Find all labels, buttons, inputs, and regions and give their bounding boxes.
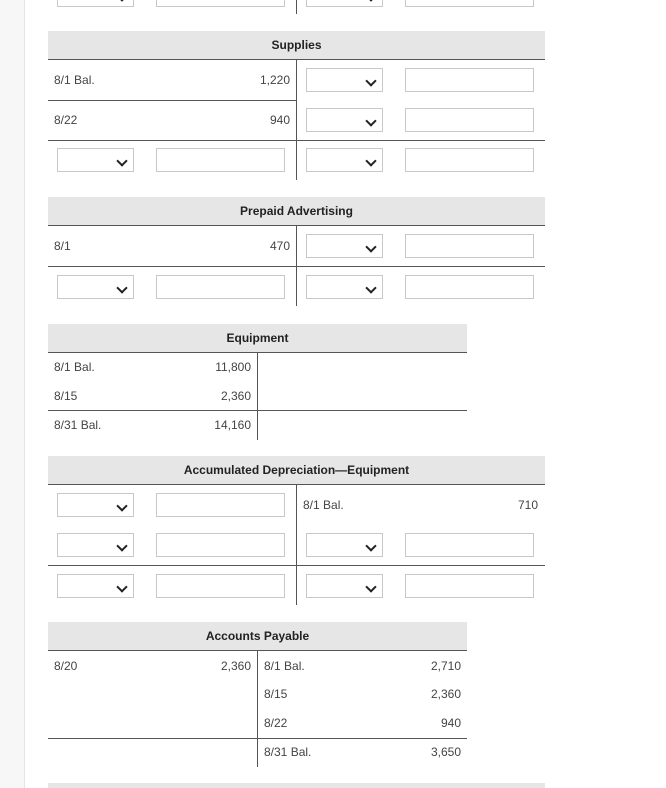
accdep-credit-label: 8/1 Bal.	[303, 498, 344, 512]
supplies-title: Supplies	[48, 31, 545, 60]
prev-credit-amount-input[interactable]	[405, 0, 534, 7]
ap-credit-label: 8/15	[264, 687, 288, 701]
chevron-down-icon	[365, 540, 376, 551]
ap-credit-label: 8/22	[264, 716, 288, 730]
t-account-divider	[296, 485, 297, 605]
prepaid-credit-balance-date-select[interactable]	[306, 275, 383, 299]
supplies-credit-date-select[interactable]	[306, 108, 383, 132]
prepaid-credit-amount-input[interactable]	[405, 234, 534, 258]
chevron-down-icon	[365, 115, 376, 126]
supplies-balance-date-select[interactable]	[57, 148, 134, 172]
ap-credit-value: 940	[440, 716, 461, 730]
chevron-down-icon	[365, 75, 376, 86]
equipment-row-label: 8/1 Bal.	[54, 360, 95, 374]
accdep-debit-date-select[interactable]	[57, 533, 134, 557]
accdep-balance-date-select[interactable]	[57, 574, 134, 598]
t-account-divider	[257, 651, 258, 767]
chevron-down-icon	[116, 282, 127, 293]
chevron-down-icon	[365, 155, 376, 166]
prepaid-credit-balance-amount-input[interactable]	[405, 275, 534, 299]
accdep-credit-value: 710	[517, 498, 538, 512]
prepaid-advertising-title: Prepaid Advertising	[48, 197, 545, 226]
accdep-debit-amount-input[interactable]	[156, 493, 285, 517]
accdep-debit-date-select[interactable]	[57, 493, 134, 517]
equipment-row-label: 8/31 Bal.	[54, 418, 102, 432]
prepaid-row-value: 470	[269, 239, 290, 253]
ap-credit-value: 2,360	[430, 687, 461, 701]
chevron-down-icon	[365, 241, 376, 252]
ap-credit-label: 8/1 Bal.	[264, 659, 305, 673]
ap-credit-label: 8/31 Bal.	[264, 745, 312, 759]
equipment-row-value: 14,160	[214, 418, 251, 432]
prepaid-balance-date-select[interactable]	[57, 275, 134, 299]
prepaid-balance-amount-input[interactable]	[156, 275, 285, 299]
t-account-divider	[257, 353, 258, 440]
accdep-credit-balance-date-select[interactable]	[306, 574, 383, 598]
accdep-credit-date-select[interactable]	[306, 533, 383, 557]
ap-credit-value: 2,710	[430, 659, 461, 673]
accdep-balance-amount-input[interactable]	[156, 574, 285, 598]
row-divider	[48, 100, 296, 101]
supplies-balance-amount-input[interactable]	[156, 148, 285, 172]
accounts-payable-title: Accounts Payable	[48, 622, 467, 651]
supplies-row-label: 8/1 Bal.	[54, 73, 95, 87]
chevron-down-icon	[365, 0, 376, 2]
chevron-down-icon	[116, 581, 127, 592]
equipment-row-value: 11,800	[215, 360, 251, 374]
prepaid-credit-date-select[interactable]	[306, 234, 383, 258]
prev-credit-date-select[interactable]	[306, 0, 383, 7]
supplies-row-label: 8/22	[54, 113, 78, 127]
prev-debit-date-select[interactable]	[57, 0, 134, 7]
chevron-down-icon	[116, 155, 127, 166]
supplies-credit-amount-input[interactable]	[405, 68, 534, 92]
chevron-down-icon	[116, 0, 127, 2]
ap-credit-value: 3,650	[430, 745, 461, 759]
next-account-header	[48, 783, 545, 788]
ap-debit-label: 8/20	[54, 659, 78, 673]
chevron-down-icon	[365, 282, 376, 293]
accumulated-depreciation-title: Accumulated Depreciation—Equipment	[48, 456, 545, 485]
supplies-credit-balance-amount-input[interactable]	[405, 148, 534, 172]
accdep-credit-amount-input[interactable]	[405, 533, 534, 557]
t-account-divider	[296, 60, 297, 180]
chevron-down-icon	[116, 540, 127, 551]
equipment-title: Equipment	[48, 324, 467, 353]
supplies-row-value: 940	[269, 113, 290, 127]
supplies-credit-balance-date-select[interactable]	[306, 148, 383, 172]
supplies-credit-date-select[interactable]	[306, 68, 383, 92]
supplies-credit-amount-input[interactable]	[405, 108, 534, 132]
accdep-credit-balance-amount-input[interactable]	[405, 574, 534, 598]
ap-debit-value: 2,360	[220, 659, 251, 673]
supplies-row-value: 1,220	[259, 73, 290, 87]
equipment-row-value: 2,360	[220, 389, 251, 403]
left-gutter	[0, 0, 25, 788]
accdep-debit-amount-input[interactable]	[156, 533, 285, 557]
equipment-row-label: 8/15	[54, 389, 78, 403]
prev-debit-amount-input[interactable]	[156, 0, 285, 7]
chevron-down-icon	[365, 581, 376, 592]
t-account-divider	[296, 0, 297, 14]
chevron-down-icon	[116, 500, 127, 511]
prepaid-row-label: 8/1	[54, 239, 71, 253]
t-account-divider	[296, 226, 297, 306]
